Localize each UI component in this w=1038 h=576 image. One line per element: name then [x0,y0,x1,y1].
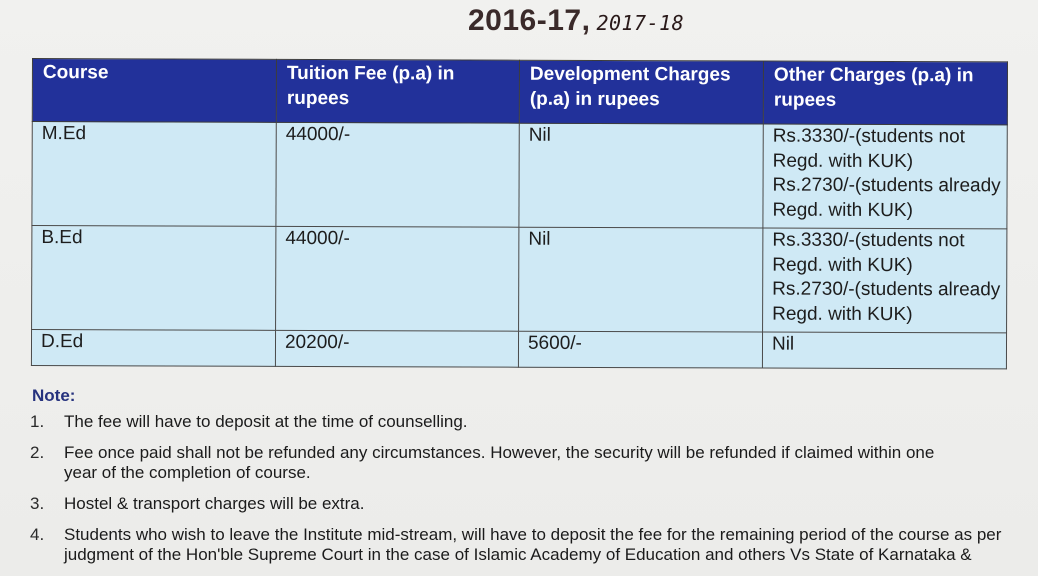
list-item-number: 2. [30,443,45,462]
other-line: Rs.3330/-(students not [772,229,965,252]
list-item [28,412,1018,432]
notes-list [28,412,1018,576]
other-line: Regd. with KUK) [772,254,913,276]
other-line: Regd. with KUK) [772,150,914,172]
list-item-text: Hostel & transport charges will be extra. [64,494,365,513]
list-item [28,443,1018,483]
title-handwritten-year: 2017-18 [596,11,685,35]
fee-table [31,58,1008,369]
cell-course: M.Ed [32,122,276,227]
other-line: Nil [771,333,795,355]
cell-development: Nil [519,123,763,228]
cell-development: 5600/- [518,331,762,368]
cell-development: Nil [519,227,763,332]
other-line: Rs.3330/-(students not [772,125,965,148]
other-line: Rs.2730/-(students already [772,174,1001,197]
cell-other [763,124,1007,229]
list-item-text: The fee will have to deposit at the time of counselling. [64,412,468,431]
list-item-number: 1. [30,412,45,431]
other-line: Rs.2730/-(students already [772,278,1001,301]
table-row [32,226,1007,333]
cell-tuition: 44000/- [276,226,519,331]
header-development-charges: Development Charges (p.a) in rupees [519,60,763,124]
note-label: Note: [32,386,76,405]
title-printed-years: 2016-17, [468,4,591,37]
cell-other [763,228,1007,333]
other-line: Regd. with KUK) [772,199,913,221]
list-item [28,494,1018,514]
cell-other [762,332,1006,369]
table-row [32,122,1007,229]
header-other-charges: Other Charges (p.a) in rupees [763,61,1007,125]
cell-course: B.Ed [32,226,276,331]
page-title [468,4,684,38]
header-course: Course [32,59,276,123]
list-item-number: 3. [30,494,45,513]
table-row [31,330,1006,369]
list-item-text: Fee once paid shall not be refunded any circumstances. However, the security will be refunded if claimed within one year of the completion of course. [64,443,935,482]
cell-tuition: 44000/- [276,122,519,227]
cell-tuition: 20200/- [275,330,518,367]
cell-course: D.Ed [31,330,275,367]
list-item-number: 4. [30,525,45,544]
list-item-text: Students who wish to leave the Institute mid-stream, will have to deposit the fee for the remaining period of the course as per judgment of the Hon'ble Supreme Court in the case of Islamic Academy of Education and others Vs State of Karnataka & [64,525,1002,564]
other-line: Regd. with KUK) [772,303,913,325]
header-tuition-fee: Tuition Fee (p.a) in rupees [276,59,519,123]
fee-table-header-row [32,59,1007,125]
list-item [28,525,1018,565]
